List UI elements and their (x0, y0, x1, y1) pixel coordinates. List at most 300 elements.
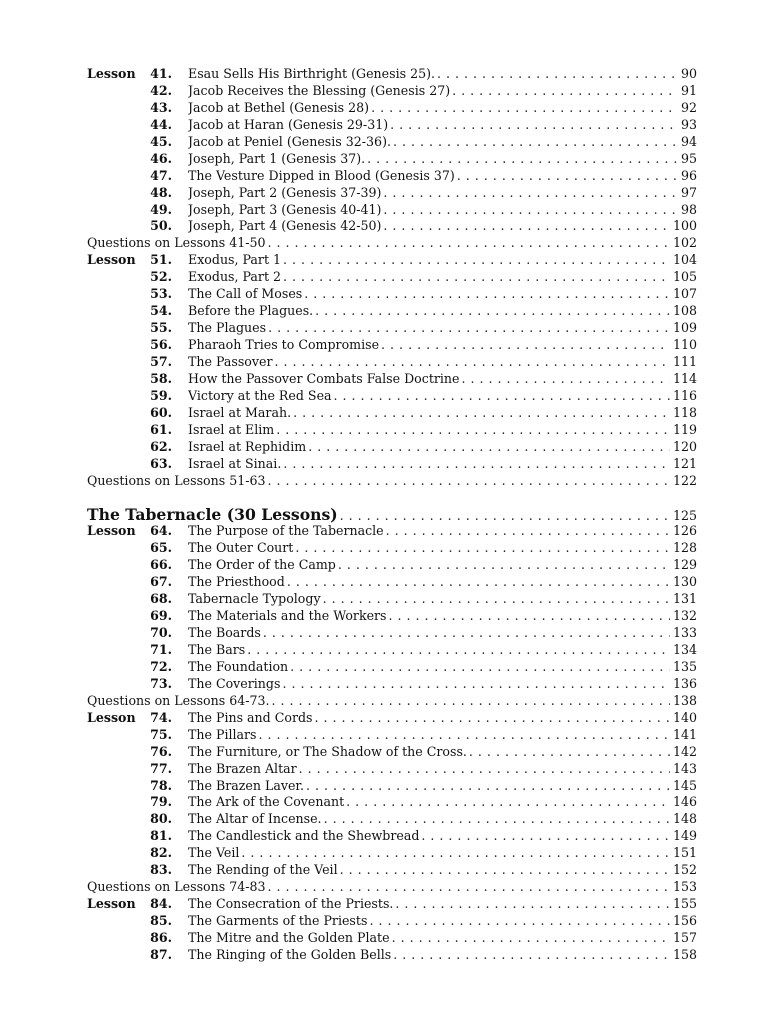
page-number: 148 (672, 811, 697, 827)
toc-entry (188, 252, 697, 269)
toc-entry (188, 540, 697, 557)
toc-entry-row[interactable] (87, 388, 697, 405)
page-number: 156 (672, 913, 697, 928)
lesson-number: 62. (150, 438, 172, 454)
page-number: 125 (672, 508, 697, 524)
toc-entry (188, 405, 697, 422)
dot-leader (338, 557, 670, 574)
lesson-number: 78. (150, 777, 172, 793)
dot-leader (287, 574, 670, 591)
page-number: 132 (672, 608, 697, 624)
toc-entry (188, 947, 697, 964)
toc-entry (188, 134, 697, 151)
page-number: 120 (672, 438, 697, 454)
dot-leader (276, 422, 670, 439)
page-number: 116 (672, 387, 697, 403)
dot-leader (268, 320, 670, 337)
toc-entry (188, 422, 697, 439)
toc-entry-row[interactable] (87, 269, 697, 286)
lesson-title: The Vesture Dipped in Blood (Genesis 37) (188, 167, 455, 183)
lesson-title: The Altar of Incense. (188, 811, 322, 827)
page-number: 155 (672, 896, 697, 912)
page-number: 90 (680, 66, 697, 81)
toc-entry-row[interactable] (87, 574, 697, 591)
toc-entry (188, 794, 697, 811)
lesson-number: 87. (150, 946, 172, 962)
lesson-title: The Foundation (188, 658, 289, 674)
toc-entry (188, 100, 697, 117)
page-number: 91 (680, 82, 697, 98)
lesson-number: 60. (150, 404, 172, 420)
page-number: 122 (672, 472, 697, 488)
page-number: 119 (672, 421, 697, 437)
page-number: 129 (672, 557, 697, 573)
toc-entry (188, 269, 697, 286)
lesson-number: 85. (150, 913, 172, 928)
page-number: 102 (672, 235, 697, 251)
dot-leader (369, 913, 670, 930)
toc-entry (188, 811, 697, 828)
dot-leader (259, 727, 670, 744)
toc-entry (87, 879, 697, 896)
toc-entry (188, 591, 697, 608)
toc-entry-row[interactable] (87, 625, 697, 642)
page-number: 104 (672, 252, 697, 268)
toc-entry (188, 845, 697, 862)
toc-entry (87, 473, 697, 490)
toc-entry (188, 303, 697, 320)
dot-leader (268, 235, 670, 252)
lesson-number: 67. (150, 574, 172, 590)
toc-entry-row[interactable] (87, 845, 697, 862)
page-number: 133 (672, 625, 697, 641)
section-spacer (87, 489, 697, 506)
lesson-number: 45. (150, 133, 172, 149)
table-of-contents (87, 66, 697, 964)
lesson-title: The Consecration of the Priests. (188, 896, 394, 912)
dot-leader (390, 117, 678, 134)
page-number: 100 (672, 218, 697, 234)
lesson-label: Lesson (87, 709, 136, 725)
page-number: 145 (672, 777, 697, 793)
dot-leader (421, 828, 670, 845)
lesson-number: 61. (150, 421, 172, 437)
lesson-number: 80. (150, 811, 172, 827)
lesson-number: 49. (150, 201, 172, 217)
lesson-number: 59. (150, 387, 172, 403)
lesson-number: 41. (150, 66, 172, 81)
lesson-title: Israel at Elim (188, 421, 275, 437)
page-number: 146 (672, 794, 697, 810)
toc-entry-row[interactable] (87, 66, 697, 83)
page-number: 108 (672, 303, 697, 319)
lesson-number: 75. (150, 726, 172, 742)
dot-leader (340, 507, 670, 524)
lesson-title: The Boards (188, 625, 261, 641)
page-number: 96 (680, 167, 697, 183)
lesson-title: The Materials and the Workers (188, 608, 387, 624)
lesson-number: 71. (150, 642, 172, 657)
lesson-number: 68. (150, 591, 172, 607)
toc-entry-row[interactable] (87, 540, 697, 557)
lesson-title: The Mitre and the Golden Plate (188, 929, 390, 945)
lesson-number: 76. (150, 743, 172, 759)
toc-entry (188, 761, 697, 778)
lesson-number: 47. (150, 167, 172, 183)
dot-leader (383, 202, 678, 219)
dot-leader (315, 303, 670, 320)
toc-entry-row[interactable] (87, 794, 697, 811)
dot-leader (452, 83, 678, 100)
dot-leader (274, 354, 669, 371)
page-number: 138 (672, 692, 697, 708)
questions-row[interactable] (87, 235, 697, 252)
lesson-number: 63. (150, 455, 172, 471)
toc-entry (87, 506, 697, 524)
toc-entry (188, 320, 697, 337)
page-number: 130 (672, 574, 697, 590)
toc-entry (188, 659, 697, 676)
page-number: 107 (672, 286, 697, 302)
toc-entry (188, 574, 697, 591)
lesson-title: The Pillars (188, 726, 257, 742)
lesson-title: Jacob at Peniel (Genesis 32-36). (188, 133, 391, 149)
lesson-number: 42. (150, 82, 172, 98)
lesson-number: 65. (150, 540, 172, 556)
page-number: 157 (672, 929, 697, 945)
lesson-number: 81. (150, 828, 172, 844)
dot-leader (282, 676, 670, 693)
lesson-title: The Plagues (188, 320, 267, 336)
lesson-number: 52. (150, 269, 172, 285)
dot-leader (241, 845, 670, 862)
lesson-number: 72. (150, 658, 172, 674)
lesson-number: 66. (150, 557, 172, 573)
toc-entry-row[interactable] (87, 676, 697, 693)
questions-row-title: Questions on Lessons 51-63 (87, 472, 266, 488)
lesson-number: 86. (150, 929, 172, 945)
questions-row-title: Questions on Lessons 74-83 (87, 879, 266, 895)
toc-entry (188, 642, 697, 659)
lesson-number: 48. (150, 184, 172, 200)
lesson-title: The Rending of the Veil (188, 862, 338, 878)
dot-leader (389, 608, 670, 625)
lesson-number: 44. (150, 116, 172, 132)
lesson-number: 74. (150, 709, 172, 725)
lesson-number: 77. (150, 760, 172, 776)
page-number: 114 (672, 370, 697, 386)
lesson-number: 51. (150, 252, 172, 268)
page-number: 140 (672, 709, 697, 725)
toc-entry (188, 371, 697, 388)
toc-entry (188, 913, 697, 930)
page-number: 128 (672, 540, 697, 556)
dot-leader (295, 540, 670, 557)
toc-entry (188, 456, 697, 473)
page-number: 110 (672, 337, 697, 352)
toc-entry (188, 388, 697, 405)
lesson-title: The Candlestick and the Shewbread (188, 828, 420, 844)
lesson-title: The Call of Moses (188, 286, 303, 302)
dot-leader (283, 252, 670, 269)
page-number: 121 (672, 455, 697, 471)
lesson-title: Esau Sells His Birthright (Genesis 25). (188, 66, 436, 81)
toc-entry-row[interactable] (87, 523, 697, 540)
lesson-title: Joseph, Part 3 (Genesis 40-41) (188, 201, 382, 217)
dot-leader (437, 66, 678, 83)
questions-row-title: Questions on Lessons 41-50 (87, 235, 266, 251)
lesson-title: Israel at Rephidim (188, 438, 307, 454)
dot-leader (323, 591, 670, 608)
dot-leader (263, 625, 670, 642)
toc-entry (188, 83, 697, 100)
questions-row[interactable] (87, 473, 697, 490)
dot-leader (383, 218, 670, 235)
dot-leader (308, 439, 670, 456)
toc-entry-row[interactable] (87, 456, 697, 473)
dot-leader (393, 947, 670, 964)
page-number: 143 (672, 760, 697, 776)
toc-entry (188, 930, 697, 947)
lesson-title: The Garments of the Priests (188, 913, 368, 928)
lesson-label: Lesson (87, 252, 136, 268)
lesson-label: Lesson (87, 896, 136, 912)
lesson-title: The Passover (188, 353, 273, 369)
toc-entry-row[interactable] (87, 761, 697, 778)
dot-leader (462, 371, 670, 388)
dot-leader (306, 778, 670, 795)
toc-entry-row[interactable] (87, 83, 697, 100)
lesson-title: The Pins and Cords (188, 709, 313, 725)
toc-entry-row[interactable] (87, 252, 697, 269)
toc-entry (87, 693, 697, 710)
lesson-number: 53. (150, 286, 172, 302)
lesson-title: How the Passover Combats False Doctrine (188, 370, 460, 386)
lesson-title: Exodus, Part 2 (188, 269, 282, 285)
lesson-number: 57. (150, 353, 172, 369)
page-number: 149 (672, 828, 697, 844)
toc-entry-row[interactable] (87, 405, 697, 422)
toc-entry (188, 185, 697, 202)
lesson-title: Victory at the Red Sea (188, 387, 332, 403)
toc-entry (188, 202, 697, 219)
page-number: 158 (672, 946, 697, 962)
lesson-title: The Veil (188, 845, 240, 861)
dot-leader (392, 930, 670, 947)
page-number: 135 (672, 658, 697, 674)
toc-entry (188, 862, 697, 879)
lesson-number: 50. (150, 218, 172, 234)
toc-entry-row[interactable] (87, 896, 697, 913)
lesson-number: 54. (150, 303, 172, 319)
dot-leader (290, 659, 670, 676)
toc-entry-row[interactable] (87, 151, 697, 168)
lesson-title: Israel at Sinai. (188, 455, 282, 471)
toc-entry-row[interactable] (87, 930, 697, 947)
lesson-title: Jacob at Haran (Genesis 29-31) (188, 116, 389, 132)
toc-entry-row[interactable] (87, 117, 697, 134)
page-number: 126 (672, 523, 697, 539)
toc-entry-row[interactable] (87, 862, 697, 879)
toc-entry-row[interactable] (87, 778, 697, 795)
toc-entry-row[interactable] (87, 659, 697, 676)
toc-entry (188, 625, 697, 642)
toc-entry-row[interactable] (87, 608, 697, 625)
page-number: 93 (680, 116, 697, 132)
lesson-number: 46. (150, 150, 172, 166)
lesson-title: The Ringing of the Golden Bells (188, 946, 392, 962)
dot-leader (383, 185, 678, 202)
toc-entry (188, 218, 697, 235)
lesson-title: The Bars (188, 642, 246, 657)
toc-entry-row[interactable] (87, 202, 697, 219)
toc-entry (188, 354, 697, 371)
toc-entry (188, 439, 697, 456)
toc-entry-row[interactable] (87, 100, 697, 117)
dot-leader (395, 896, 670, 913)
toc-entry-row[interactable] (87, 811, 697, 828)
page-number: 97 (680, 184, 697, 200)
dot-leader (293, 405, 670, 422)
toc-entry-row[interactable] (87, 913, 697, 930)
lesson-number: 79. (150, 794, 172, 810)
dot-leader (272, 693, 670, 710)
lesson-number: 84. (150, 896, 172, 912)
toc-entry-row[interactable] (87, 828, 697, 845)
page-number: 94 (680, 133, 697, 149)
page-number: 105 (672, 269, 697, 285)
toc-entry (188, 710, 697, 727)
toc-entry-row[interactable] (87, 337, 697, 354)
toc-entry-row[interactable] (87, 218, 697, 235)
page-number: 111 (672, 353, 697, 369)
dot-leader (315, 710, 670, 727)
lesson-title: The Priesthood (188, 574, 285, 590)
lesson-title: The Ark of the Covenant (188, 794, 345, 810)
section-heading-title: The Tabernacle (30 Lessons) (87, 506, 338, 525)
toc-entry-row[interactable] (87, 744, 697, 761)
toc-entry-row[interactable] (87, 727, 697, 744)
lesson-title: The Furniture, or The Shadow of the Cross. (188, 743, 467, 759)
dot-leader (346, 794, 670, 811)
toc-entry-row[interactable] (87, 439, 697, 456)
toc-entry (188, 337, 697, 354)
toc-entry-row[interactable] (87, 947, 697, 964)
dot-leader (247, 642, 670, 659)
page-number: 153 (672, 879, 697, 895)
lesson-title: Exodus, Part 1 (188, 252, 282, 268)
toc-entry (188, 727, 697, 744)
dot-leader (393, 134, 678, 151)
toc-entry (188, 117, 697, 134)
toc-entry-row[interactable] (87, 591, 697, 608)
toc-entry (188, 608, 697, 625)
toc-entry (188, 744, 697, 761)
toc-entry-row[interactable] (87, 422, 697, 439)
toc-entry-row[interactable] (87, 354, 697, 371)
toc-entry-row[interactable] (87, 642, 697, 659)
dot-leader (340, 862, 670, 879)
page-number: 118 (672, 404, 697, 420)
toc-entry-row[interactable] (87, 557, 697, 574)
lesson-title: Jacob at Bethel (Genesis 28) (188, 99, 370, 115)
dot-leader (386, 523, 670, 540)
lesson-number: 58. (150, 370, 172, 386)
page-number: 109 (672, 320, 697, 336)
toc-entry-row[interactable] (87, 303, 697, 320)
dot-leader (381, 337, 670, 354)
dot-leader (371, 100, 678, 117)
lesson-title: The Order of the Camp (188, 557, 336, 573)
toc-entry-row[interactable] (87, 710, 697, 727)
toc-entry-row[interactable] (87, 320, 697, 337)
toc-entry-row[interactable] (87, 286, 697, 303)
dot-leader (304, 286, 670, 303)
lesson-label: Lesson (87, 523, 136, 539)
lesson-title: The Brazen Altar (188, 760, 297, 776)
toc-entry (188, 286, 697, 303)
section-heading[interactable] (87, 506, 697, 523)
lesson-number: 70. (150, 625, 172, 641)
page-number: 151 (672, 845, 697, 861)
lesson-title: Joseph, Part 1 (Genesis 37). (188, 150, 366, 166)
lesson-number: 43. (150, 99, 172, 115)
toc-entry-row[interactable] (87, 168, 697, 185)
dot-leader (283, 456, 670, 473)
dot-leader (334, 388, 670, 405)
page-number: 131 (672, 591, 697, 607)
toc-entry (188, 168, 697, 185)
lesson-number: 82. (150, 845, 172, 861)
toc-entry (188, 828, 697, 845)
toc-entry-row[interactable] (87, 185, 697, 202)
lesson-title: The Brazen Laver. (188, 777, 305, 793)
lesson-number: 56. (150, 337, 172, 352)
questions-row[interactable] (87, 879, 697, 896)
lesson-title: Tabernacle Typology (188, 591, 321, 607)
page-number: 95 (680, 150, 697, 166)
lesson-title: Pharaoh Tries to Compromise (188, 337, 380, 352)
toc-entry-row[interactable] (87, 134, 697, 151)
dot-leader (367, 151, 678, 168)
lesson-number: 83. (150, 862, 172, 878)
dot-leader (299, 761, 670, 778)
questions-row[interactable] (87, 693, 697, 710)
lesson-title: Joseph, Part 2 (Genesis 37-39) (188, 184, 382, 200)
page-number: 141 (672, 726, 697, 742)
toc-entry (188, 676, 697, 693)
lesson-title: The Outer Court (188, 540, 294, 556)
lesson-title: The Purpose of the Tabernacle (188, 523, 384, 539)
dot-leader (268, 473, 670, 490)
lesson-number: 64. (150, 523, 172, 539)
toc-entry-row[interactable] (87, 371, 697, 388)
dot-leader (268, 879, 670, 896)
toc-entry (188, 151, 697, 168)
toc-entry (188, 557, 697, 574)
lesson-title: Israel at Marah. (188, 404, 292, 420)
lesson-title: The Coverings (188, 675, 281, 691)
lesson-number: 69. (150, 608, 172, 624)
page-number: 152 (672, 862, 697, 878)
toc-entry (188, 896, 697, 913)
toc-entry (188, 66, 697, 83)
lesson-title: Before the Plagues. (188, 303, 314, 319)
dot-leader (457, 168, 678, 185)
lesson-title: Jacob Receives the Blessing (Genesis 27) (188, 82, 451, 98)
dot-leader (324, 811, 670, 828)
dot-leader (469, 744, 670, 761)
